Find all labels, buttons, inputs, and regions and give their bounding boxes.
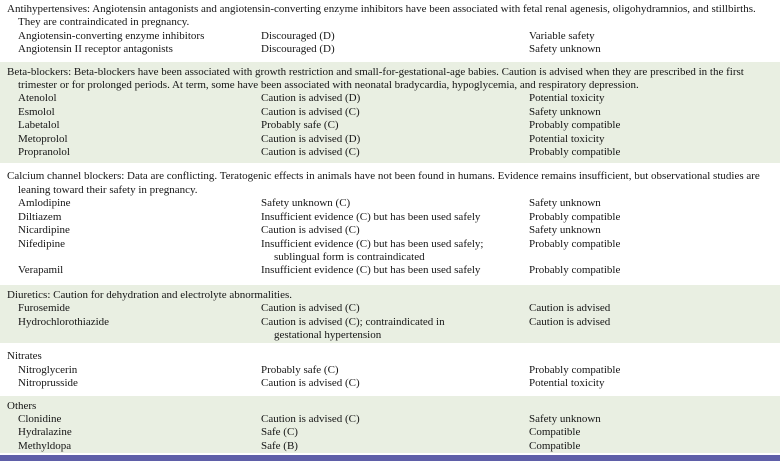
lactation-recommendation: Probably compatible — [529, 119, 621, 132]
section-calcium-channel-blockers — [0, 163, 780, 284]
table-row — [7, 197, 772, 210]
section-nitrates — [0, 343, 780, 395]
section-others — [0, 396, 780, 454]
pregnancy-recommendation — [261, 238, 529, 265]
lactation-recommendation: Safety unknown — [529, 224, 601, 237]
pregnancy-recommendation: Safe (C) — [261, 426, 298, 439]
table-row — [7, 106, 772, 119]
pregnancy-recommendation: Discouraged (D) — [261, 29, 335, 42]
lactation-recommendation: Probably compatible — [529, 210, 621, 223]
lactation-recommendation: Safety unknown — [529, 105, 601, 118]
drug-name: Furosemide — [18, 302, 70, 315]
lactation-recommendation: Compatible — [529, 439, 581, 452]
table-row — [7, 224, 772, 237]
pregnancy-recommendation: Caution is advised (C) — [261, 105, 360, 118]
table-row — [7, 426, 772, 439]
pregnancy-recommendation: Caution is advised (D) — [261, 92, 361, 105]
table-row — [7, 146, 772, 159]
pregnancy-recommendation: Caution is advised (C) — [261, 302, 360, 315]
lactation-recommendation: Safety unknown — [529, 197, 601, 210]
drug-name: Nitroprusside — [18, 377, 78, 390]
table-row — [7, 119, 772, 132]
lactation-recommendation: Potential toxicity — [529, 132, 605, 145]
drug-name: Atenolol — [18, 92, 57, 105]
section-header: Calcium channel blockers: Data are conflicting. Teratogenic effects in animals have not been found in humans. Evidence remains insufficient, but observational studies are leaning toward their safety in pregnancy. — [7, 170, 760, 196]
table-row — [7, 30, 772, 43]
drug-name: Verapamil — [18, 264, 64, 277]
lactation-recommendation: Probably compatible — [529, 146, 621, 159]
lactation-recommendation: Caution is advised — [529, 302, 611, 315]
table-row — [7, 364, 772, 377]
drug-name: Nifedipine — [18, 237, 66, 250]
pregnancy-recommendation: Probably safe (C) — [261, 363, 339, 376]
section-antihypertensives — [0, 0, 780, 62]
section-header: Nitrates — [7, 350, 42, 363]
pregnancy-recommendation: Caution is advised (C) — [261, 412, 360, 425]
lactation-recommendation: Variable safety — [529, 29, 595, 42]
drug-name: Clonidine — [18, 412, 62, 425]
lactation-recommendation: Potential toxicity — [529, 92, 605, 105]
section-beta-blockers — [0, 62, 780, 164]
drug-name: Nitroglycerin — [18, 363, 78, 376]
table-row — [7, 413, 772, 426]
pregnancy-recommendation: Caution is advised (D) — [261, 132, 361, 145]
lactation-recommendation: Probably compatible — [529, 237, 621, 250]
table-row — [7, 238, 772, 265]
section-header: Antihypertensives: Angiotensin antagonists and angiotensin-converting enzyme inhibitors have been associated with fetal renal agenesis, oligohydramnios, and stillbirths. They are contraindicated in pregnancy. — [7, 3, 756, 29]
drug-name: Angiotensin II receptor antagonists — [18, 43, 173, 56]
pregnancy-recommendation: Probably safe (C) — [261, 119, 339, 132]
pregnancy-recommendation-line1: Caution is advised (C); contraindicated in — [261, 315, 445, 328]
pregnancy-recommendation-line2: sublingual form is contraindicated — [274, 250, 425, 263]
table-row — [7, 133, 772, 146]
drug-name: Hydralazine — [18, 426, 72, 439]
drug-name: Nicardipine — [18, 224, 70, 237]
pregnancy-recommendation: Safety unknown (C) — [261, 197, 351, 210]
table-row — [7, 440, 772, 453]
table-row — [7, 92, 772, 105]
section-diuretics — [0, 285, 780, 344]
pregnancy-recommendation: Insufficient evidence (C) but has been used safely — [261, 264, 481, 277]
pregnancy-recommendation: Caution is advised (C) — [261, 146, 360, 159]
section-header: Beta-blockers: Beta-blockers have been associated with growth restriction and small-for-gestational-age babies. Caution is advised when they are prescribed in the first trimester or for prolonged periods. At term, some have been associated with neonatal bradycardia, hypoglycemia, and respiratory depression. — [7, 65, 744, 92]
pregnancy-recommendation-line2: gestational hypertension — [274, 328, 382, 341]
bottom-rule — [0, 455, 780, 461]
lactation-recommendation: Safety unknown — [529, 43, 601, 56]
lactation-recommendation: Safety unknown — [529, 412, 601, 425]
drug-name: Propranolol — [18, 146, 70, 159]
section-header: Diuretics: Caution for dehydration and electrolyte abnormalities. — [7, 288, 292, 301]
drug-name: Diltiazem — [18, 210, 62, 223]
lactation-recommendation: Caution is advised — [529, 315, 611, 328]
drug-name: Esmolol — [18, 105, 55, 118]
pregnancy-recommendation: Caution is advised (C) — [261, 377, 360, 390]
table-row — [7, 264, 772, 277]
table-row — [7, 377, 772, 390]
drug-name: Hydrochlorothiazide — [18, 315, 110, 328]
drug-name: Amlodipine — [18, 197, 71, 210]
lactation-recommendation: Probably compatible — [529, 363, 621, 376]
lactation-recommendation: Potential toxicity — [529, 377, 605, 390]
table-row — [7, 302, 772, 315]
pregnancy-recommendation-line1: Insufficient evidence (C) but has been used safely; — [261, 237, 484, 250]
pregnancy-recommendation: Safe (B) — [261, 439, 298, 452]
pregnancy-recommendation — [261, 316, 529, 343]
pregnancy-recommendation: Insufficient evidence (C) but has been used safely — [261, 210, 481, 223]
pregnancy-recommendation: Caution is advised (C) — [261, 224, 360, 237]
drug-name: Angiotensin-converting enzyme inhibitors — [18, 29, 205, 42]
lactation-recommendation: Compatible — [529, 426, 581, 439]
table-row — [7, 211, 772, 224]
table-row — [7, 316, 772, 343]
drug-name: Labetalol — [18, 119, 60, 132]
lactation-recommendation: Probably compatible — [529, 264, 621, 277]
pregnancy-recommendation: Discouraged (D) — [261, 43, 335, 56]
drug-name: Metoprolol — [18, 132, 68, 145]
table-row — [7, 43, 772, 56]
drug-name: Methyldopa — [18, 439, 72, 452]
section-header: Others — [7, 399, 37, 412]
